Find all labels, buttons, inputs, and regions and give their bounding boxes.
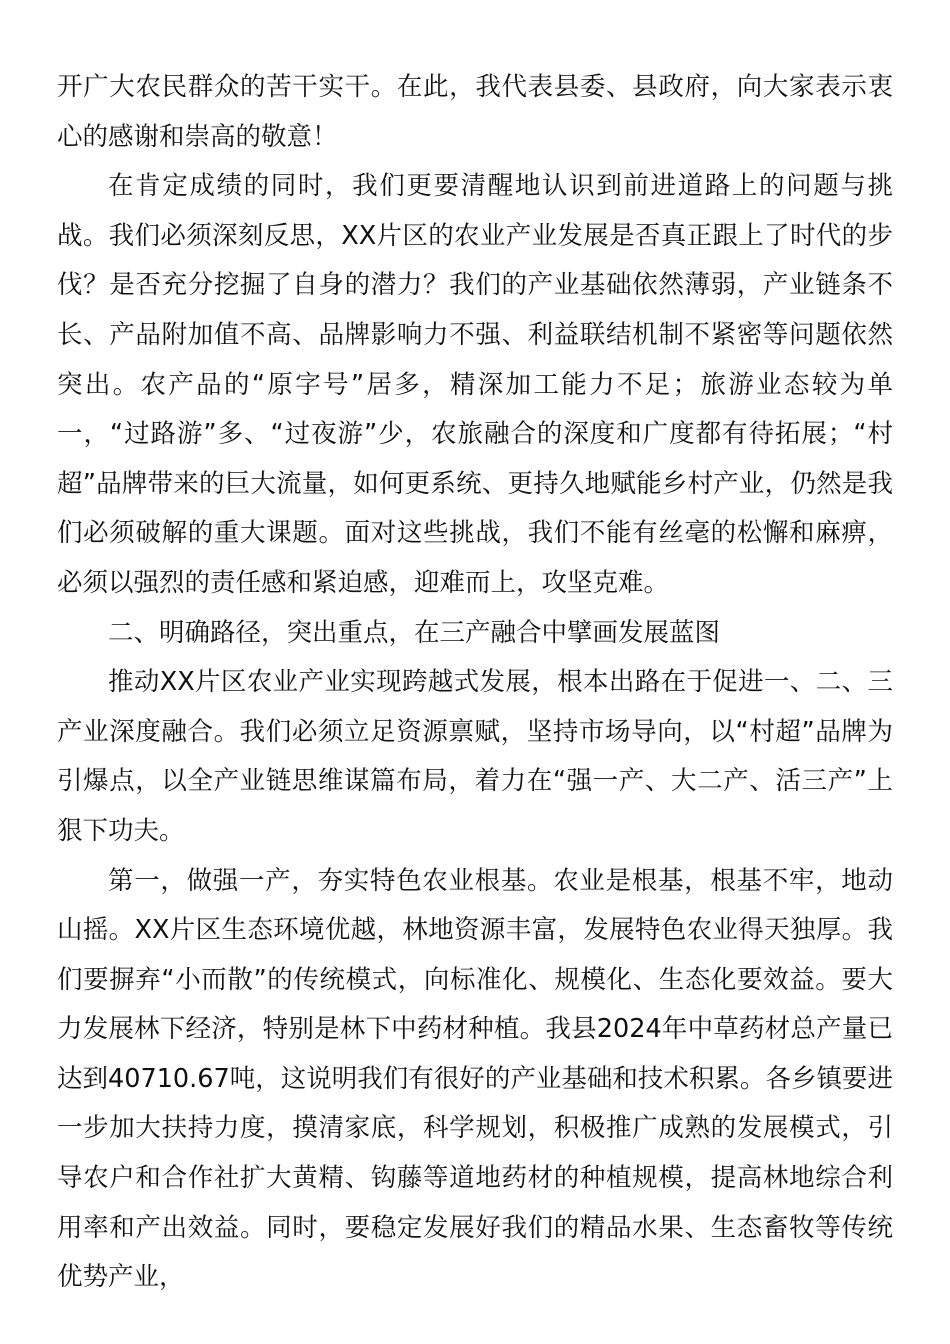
paragraph-first-industry: 第一，做强一产，夯实特色农业根基。农业是根基，根基不牢，地动山摇。XX片区生态环境优越，林地资源丰富，发展特色农业得天独厚。我们要摒弃“小而散”的传统模式，向标准化、规模化、生态化要效益。要大力发展林下经济，特别是林下中药材种植。我县2024年中草药材总产量已达到40710.67吨，这说明我们有很好的产业基础和技术积累。各乡镇要进一步加大扶持力度，摸清家底，科学规划，积极推广成熟的发展模式，引导农户和合作社扩大黄精、钩藤等道地药材的种植规模，提高林地综合利用率和产出效益。同时，要稳定发展好我们的精品水果、生态畜牧等传统优势产业， bbox=[57, 865, 893, 1293]
paragraph-thanks: 开广大农民群众的苦干实干。在此，我代表县委、县政府，向大家表示衷心的感谢和崇高的敬意！ bbox=[57, 72, 893, 152]
document-body bbox=[57, 63, 893, 1303]
paragraph-challenges: 在肯定成绩的同时，我们更要清醒地认识到前进道路上的问题与挑战。我们必须深刻反思，XX片区的农业产业发展是否真正跟上了时代的步伐？是否充分挖掘了自身的潜力？我们的产业基础依然薄弱，产业链条不长、产品附加值不高、品牌影响力不强、利益联结机制不紧密等问题依然突出。农产品的“原字号”居多，精深加工能力不足；旅游业态较为单一，“过路游”多、“过夜游”少，农旅融合的深度和广度都有待拓展；“村超”品牌带来的巨大流量，如何更系统、更持久地赋能乡村产业，仍然是我们必须破解的重大课题。面对这些挑战，我们不能有丝毫的松懈和麻痹，必须以强烈的责任感和紧迫感，迎难而上，攻坚克难。 bbox=[57, 171, 893, 598]
paragraph-integration: 推动XX片区农业产业实现跨越式发展，根本出路在于促进一、二、三产业深度融合。我们必须立足资源禀赋，坚持市场导向，以“村超”品牌为引爆点，以全产业链思维谋篇布局，着力在“强一产、大二产、活三产”上狠下功夫。 bbox=[57, 667, 893, 846]
section-heading: 二、明确路径，突出重点，在三产融合中擘画发展蓝图 bbox=[108, 617, 721, 648]
